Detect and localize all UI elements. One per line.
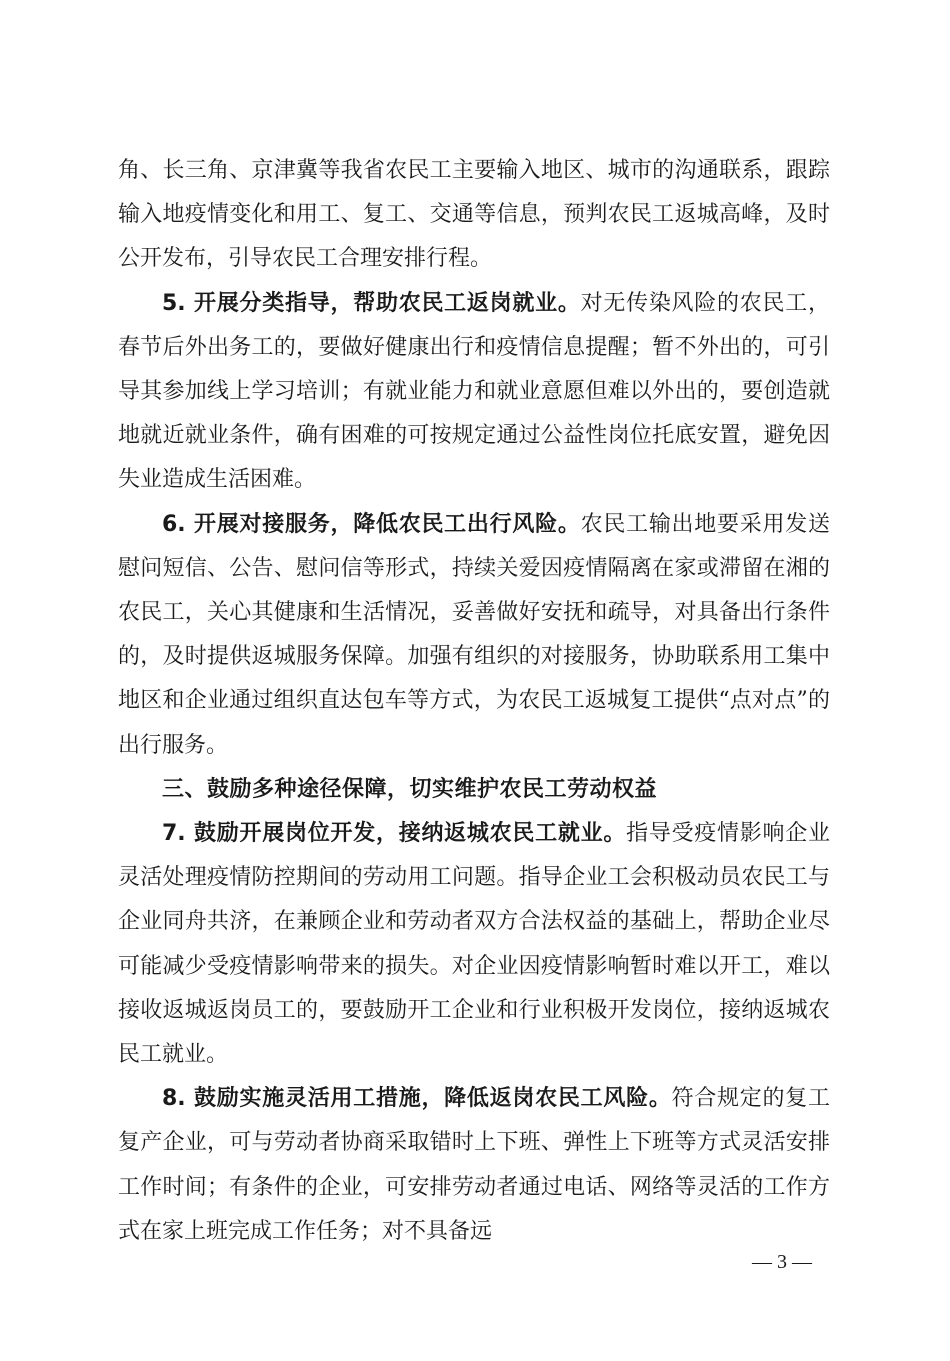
body-text [118,149,830,1254]
paragraph-item-6 [118,503,830,768]
paragraph-lead: 5. 开展分类指导，帮助农民工返岗就业。 [162,290,581,316]
paragraph-item-8 [118,1077,830,1254]
paragraph-body: 符合规定的复工复产企业，可与劳动者协商采取错时上下班、弹性上下班等方式灵活安排工作时间；有条件的企业，可安排劳动者通过电话、网络等灵活的工作方式在家上班完成工作任务；对不具备远 [118,1086,830,1244]
paragraph-body: 指导受疫情影响企业灵活处理疫情防控期间的劳动用工问题。指导企业工会积极动员农民工与企业同舟共济，在兼顾企业和劳动者双方合法权益的基础上，帮助企业尽可能减少受疫情影响带来的损失。对企业因疫情影响暂时难以开工，难以接收返城返岗员工的，要鼓励开工企业和行业积极开发岗位，接纳返城农民工就业。 [118,821,830,1068]
paragraph-item-5 [118,282,830,503]
paragraph-item-7 [118,812,830,1077]
paragraph-lead: 6. 开展对接服务，降低农民工出行风险。 [162,511,581,537]
paragraph-lead: 8. 鼓励实施灵活用工措施，降低返岗农民工风险。 [162,1086,672,1112]
paragraph-continuation [118,149,830,282]
paragraph-body: 对无传染风险的农民工，春节后外出务工的，要做好健康出行和疫情信息提醒；暂不外出的，可引导其参加线上学习培训；有就业能力和就业意愿但难以外出的，要创造就地就近就业条件，确有困难的可按规定通过公益性岗位托底安置，避免因失业造成生活困难。 [118,290,830,493]
section-heading: 三、鼓励多种途径保障，切实维护农民工劳动权益 [162,776,658,802]
page-number: — 3 — [752,1251,812,1273]
paragraph-body: 角、长三角、京津冀等我省农民工主要输入地区、城市的沟通联系，跟踪输入地疫情变化和用工、复工、交通等信息，预判农民工返城高峰，及时公开发布，引导农民工合理安排行程。 [118,158,830,272]
paragraph-body: 农民工输出地要采用发送慰问短信、公告、慰问信等形式，持续关爱因疫情隔离在家或滞留在湘的农民工，关心其健康和生活情况，妥善做好安抚和疏导，对具备出行条件的，及时提供返城服务保障。加强有组织的对接服务，协助联系用工集中地区和企业通过组织直达包车等方式，为农民工返城复工提供“点对点”的出行服务。 [118,511,830,758]
paragraph-lead: 7. 鼓励开展岗位开发，接纳返城农民工就业。 [162,821,627,847]
